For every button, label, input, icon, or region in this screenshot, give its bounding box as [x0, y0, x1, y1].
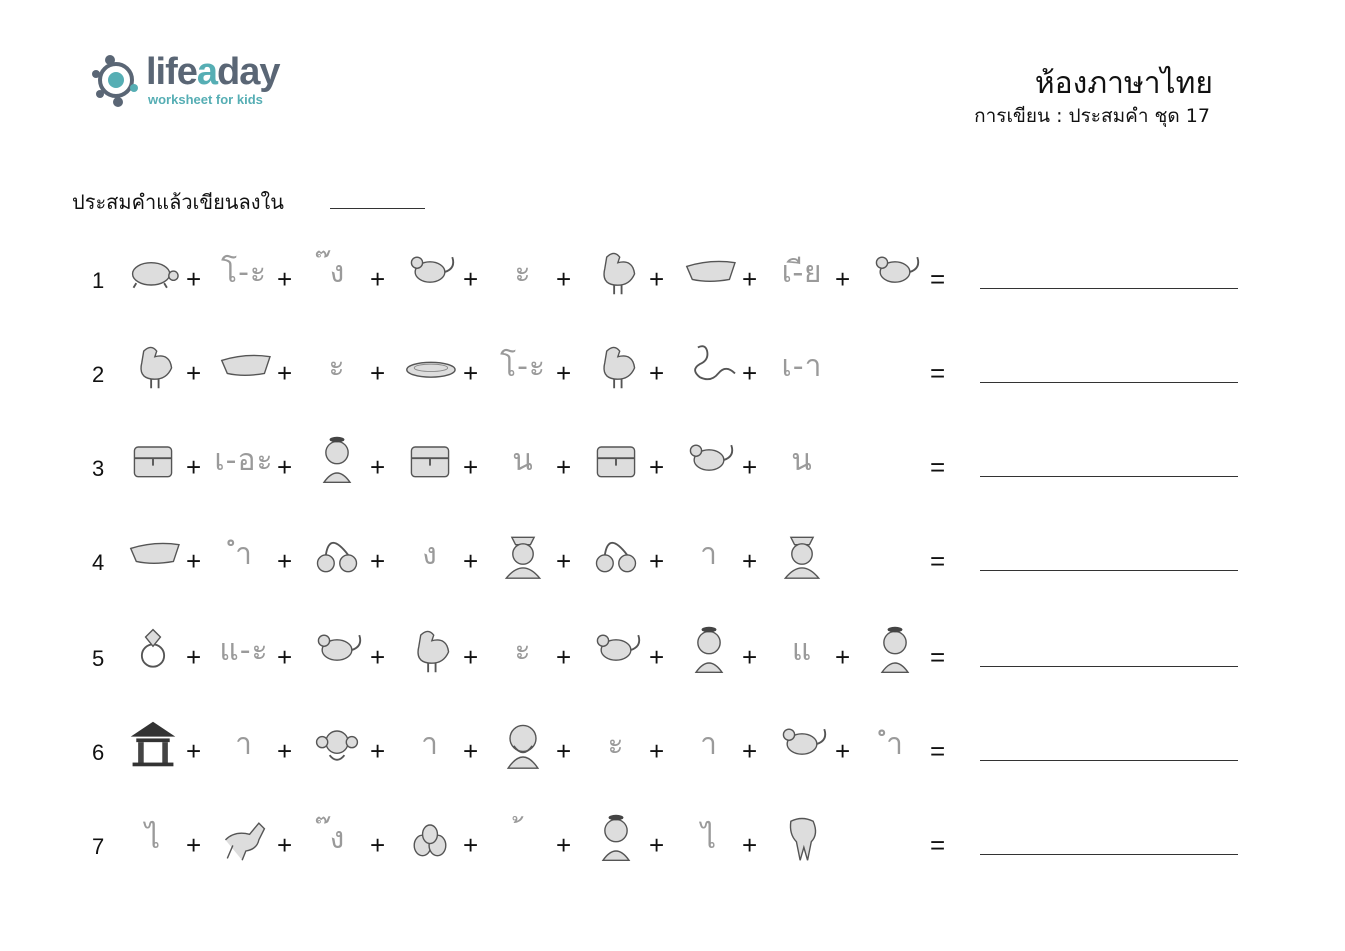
- plus-sign: +: [649, 830, 665, 860]
- exercise-row: [0, 616, 1345, 696]
- mouse-icon: [678, 432, 740, 488]
- logo-molecule-icon: [90, 52, 146, 108]
- answer-line[interactable]: [980, 760, 1238, 761]
- mouse-icon: [399, 244, 461, 300]
- vowel-mark: เ-อะ: [214, 442, 274, 478]
- equals-sign: =: [930, 546, 946, 576]
- logo: [90, 50, 290, 110]
- giant-icon: [771, 526, 833, 582]
- plus-sign: +: [649, 358, 665, 388]
- vowel-mark: ะ: [607, 726, 625, 762]
- answer-line[interactable]: [980, 288, 1238, 289]
- plus-sign: +: [649, 736, 665, 766]
- plus-sign: +: [742, 736, 758, 766]
- row-number: 2: [92, 362, 105, 387]
- vowel-mark: า: [421, 726, 439, 762]
- mouse-icon: [771, 716, 833, 772]
- plus-sign: +: [186, 642, 202, 672]
- row-number: 7: [92, 834, 105, 859]
- plus-sign: +: [742, 452, 758, 482]
- exercise-row: [0, 520, 1345, 600]
- answer-line[interactable]: [980, 570, 1238, 571]
- equals-sign: =: [930, 736, 946, 766]
- child-icon: [585, 810, 647, 866]
- mouse-icon: [864, 244, 926, 300]
- plus-sign: +: [556, 452, 572, 482]
- plus-sign: +: [463, 546, 479, 576]
- chest-icon: [122, 432, 184, 488]
- plus-sign: +: [835, 736, 851, 766]
- chest-icon: [585, 432, 647, 488]
- plus-sign: +: [186, 736, 202, 766]
- answer-line[interactable]: [980, 854, 1238, 855]
- vowel-mark: ๊ง: [328, 254, 346, 290]
- giant-icon: [492, 526, 554, 582]
- plus-sign: +: [463, 642, 479, 672]
- ring-icon: [122, 622, 184, 678]
- equals-sign: =: [930, 642, 946, 672]
- child-icon: [864, 622, 926, 678]
- plus-sign: +: [649, 452, 665, 482]
- plus-sign: +: [370, 452, 386, 482]
- plus-sign: +: [277, 358, 293, 388]
- vowel-mark: ำ: [235, 536, 253, 572]
- answer-line[interactable]: [980, 382, 1238, 383]
- page-subtitle: การเขียน : ประสมคำ ชุด 17: [974, 105, 1210, 127]
- plus-sign: +: [463, 452, 479, 482]
- plus-sign: +: [186, 358, 202, 388]
- child-icon: [306, 432, 368, 488]
- exercise-row: [0, 332, 1345, 412]
- logo-tagline: worksheet for kids: [148, 92, 263, 107]
- child-icon: [678, 622, 740, 678]
- exercise-row: [0, 238, 1345, 318]
- vowel-mark: ำ: [886, 726, 904, 762]
- boat-icon: [213, 338, 275, 394]
- exercise-row: [0, 426, 1345, 506]
- eggs-icon: [399, 810, 461, 866]
- turtle-icon: [122, 244, 184, 300]
- plus-sign: +: [277, 546, 293, 576]
- equals-sign: =: [930, 452, 946, 482]
- plus-sign: +: [556, 736, 572, 766]
- plus-sign: +: [649, 264, 665, 294]
- rooster-icon: [122, 338, 184, 394]
- plus-sign: +: [277, 830, 293, 860]
- plus-sign: +: [742, 358, 758, 388]
- plus-sign: +: [370, 358, 386, 388]
- vowel-mark: ้: [522, 820, 524, 856]
- earrings-icon: [306, 526, 368, 582]
- plus-sign: +: [742, 642, 758, 672]
- boat-icon: [678, 244, 740, 300]
- tooth-icon: [771, 810, 833, 866]
- plus-sign: +: [649, 642, 665, 672]
- plus-sign: +: [742, 546, 758, 576]
- instruction-blank-line: [330, 208, 425, 209]
- plus-sign: +: [277, 736, 293, 766]
- vowel-mark: เ-า: [781, 348, 823, 384]
- vowel-mark: ไ: [700, 820, 718, 856]
- plus-sign: +: [370, 264, 386, 294]
- mouse-icon: [306, 622, 368, 678]
- equals-sign: =: [930, 358, 946, 388]
- answer-line[interactable]: [980, 666, 1238, 667]
- plus-sign: +: [742, 830, 758, 860]
- plus-sign: +: [186, 830, 202, 860]
- vowel-mark: ะ: [514, 632, 532, 668]
- vowel-mark: น: [512, 442, 534, 478]
- vowel-mark: แ: [791, 632, 813, 668]
- hermit-icon: [492, 716, 554, 772]
- boat-icon: [122, 526, 184, 582]
- vowel-mark: า: [700, 726, 718, 762]
- page-title: ห้องภาษาไทย: [1034, 66, 1213, 101]
- plus-sign: +: [463, 358, 479, 388]
- earrings-icon: [585, 526, 647, 582]
- vowel-mark: ะ: [514, 254, 532, 290]
- plus-sign: +: [835, 642, 851, 672]
- equals-sign: =: [930, 830, 946, 860]
- pavilion-icon: [122, 716, 184, 772]
- plus-sign: +: [649, 546, 665, 576]
- vowel-mark: โ-ะ: [499, 348, 547, 384]
- plus-sign: +: [556, 546, 572, 576]
- plus-sign: +: [835, 264, 851, 294]
- mouse-icon: [585, 622, 647, 678]
- plus-sign: +: [463, 736, 479, 766]
- row-number: 1: [92, 268, 105, 293]
- snake-icon: [678, 338, 740, 394]
- logo-wordmark: lifeaday: [146, 51, 280, 93]
- plus-sign: +: [370, 546, 386, 576]
- plus-sign: +: [277, 642, 293, 672]
- horse-icon: [213, 810, 275, 866]
- exercise-row: [0, 710, 1345, 790]
- exercise-row: [0, 804, 1345, 884]
- plus-sign: +: [463, 830, 479, 860]
- vowel-mark: น: [791, 442, 813, 478]
- equals-sign: =: [930, 264, 946, 294]
- vowel-mark: า: [700, 536, 718, 572]
- plus-sign: +: [186, 452, 202, 482]
- plus-sign: +: [370, 830, 386, 860]
- monkey-icon: [306, 716, 368, 772]
- plus-sign: +: [370, 642, 386, 672]
- plus-sign: +: [742, 264, 758, 294]
- plus-sign: +: [556, 830, 572, 860]
- chest-icon: [399, 432, 461, 488]
- plus-sign: +: [186, 546, 202, 576]
- plus-sign: +: [463, 264, 479, 294]
- instruction-text: ประสมคำแล้วเขียนลงใน: [72, 190, 284, 214]
- vowel-mark: า: [235, 726, 253, 762]
- vowel-mark: ง: [422, 536, 438, 572]
- plus-sign: +: [556, 358, 572, 388]
- rooster-icon: [585, 338, 647, 394]
- plus-sign: +: [277, 264, 293, 294]
- row-number: 6: [92, 740, 105, 765]
- row-number: 5: [92, 646, 105, 671]
- plus-sign: +: [370, 736, 386, 766]
- rooster-icon: [399, 622, 461, 678]
- vowel-mark: ะ: [328, 348, 346, 384]
- vowel-mark: ๊ง: [328, 820, 346, 856]
- vowel-mark: โ-ะ: [220, 254, 268, 290]
- row-number: 3: [92, 456, 105, 481]
- rooster-icon: [585, 244, 647, 300]
- plate-icon: [399, 338, 461, 394]
- vowel-mark: แ-ะ: [219, 632, 269, 668]
- vowel-mark: เ-ีย: [781, 254, 823, 290]
- vowel-mark: ไ: [144, 820, 162, 856]
- plus-sign: +: [277, 452, 293, 482]
- answer-line[interactable]: [980, 476, 1238, 477]
- row-number: 4: [92, 550, 105, 575]
- plus-sign: +: [186, 264, 202, 294]
- plus-sign: +: [556, 642, 572, 672]
- plus-sign: +: [556, 264, 572, 294]
